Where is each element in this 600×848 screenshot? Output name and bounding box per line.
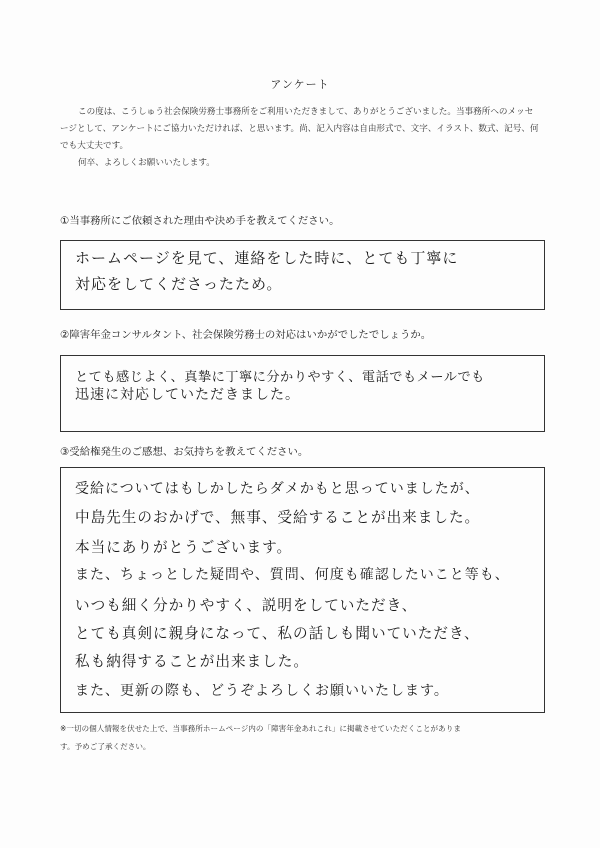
page-title: アンケート — [270, 78, 330, 91]
answer-line: また、ちょっとした疑問や、質問、何度も確認したいこと等も、 — [75, 567, 510, 583]
question-1-label: ①当事務所にご依頼された理由や決め手を教えてください。 — [60, 215, 340, 227]
answer-line: 私も納得することが出来ました。 — [75, 653, 309, 670]
intro-paragraph: この度は、こうしゅう社会保険労務士事務所をご利用いただきまして、ありがとうございました。当事務所へのメッセージとして、アンケートにご協力いただければ、と思います。尚、記入内容は自由形式で、文字、イラスト、数式、記号、何でも大丈夫です。 — [60, 107, 539, 151]
answer-line: いつも細く分かりやすく、説明をしていただき、 — [75, 597, 418, 614]
question-2-label: ②障害年金コンサルタント、社会保険労務士の対応はいかがでしたでしょうか。 — [60, 329, 432, 341]
answer-line: ホームページを見て、連絡をした時に、とても丁寧に — [75, 249, 459, 267]
question-3-answer-box — [60, 467, 545, 713]
answer-line: また、更新の際も、どうぞよろしくお願いいたします。 — [75, 683, 449, 699]
footnote-line: す。予めご了承ください。 — [60, 742, 151, 751]
question-3-label: ③受給権発生のご感想、お気持ちを教えてください。 — [60, 446, 309, 458]
footnote-line: ※一切の個人情報を伏せた上で、当事務所ホームページ内の「障害年金あれこれ」に掲載させていただくことがありま — [60, 724, 461, 733]
answer-line: とても感じよく、真摯に丁寧に分かりやすく、電話でもメールでも — [75, 370, 485, 385]
answer-line: 受給についてはもしかしたらダメかもと思っていましたが、 — [75, 481, 480, 497]
answer-line: 対応をしてくださったため。 — [75, 275, 283, 293]
answer-line: 迅速に対応していただきました。 — [75, 387, 300, 403]
question-2-answer-box — [60, 355, 545, 432]
answer-line: 本当にありがとうございます。 — [75, 539, 293, 556]
intro-text — [60, 104, 540, 172]
intro-closing: 何卒、よろしくお願いいたします。 — [78, 158, 215, 168]
answer-line: とても真剣に親身になって、私の話しも聞いていただき、 — [75, 625, 480, 642]
answer-line: 中島先生のおかげで、無事、受給することが出来ました。 — [75, 509, 481, 526]
question-1-answer-box — [60, 240, 545, 310]
footnote — [60, 720, 540, 756]
